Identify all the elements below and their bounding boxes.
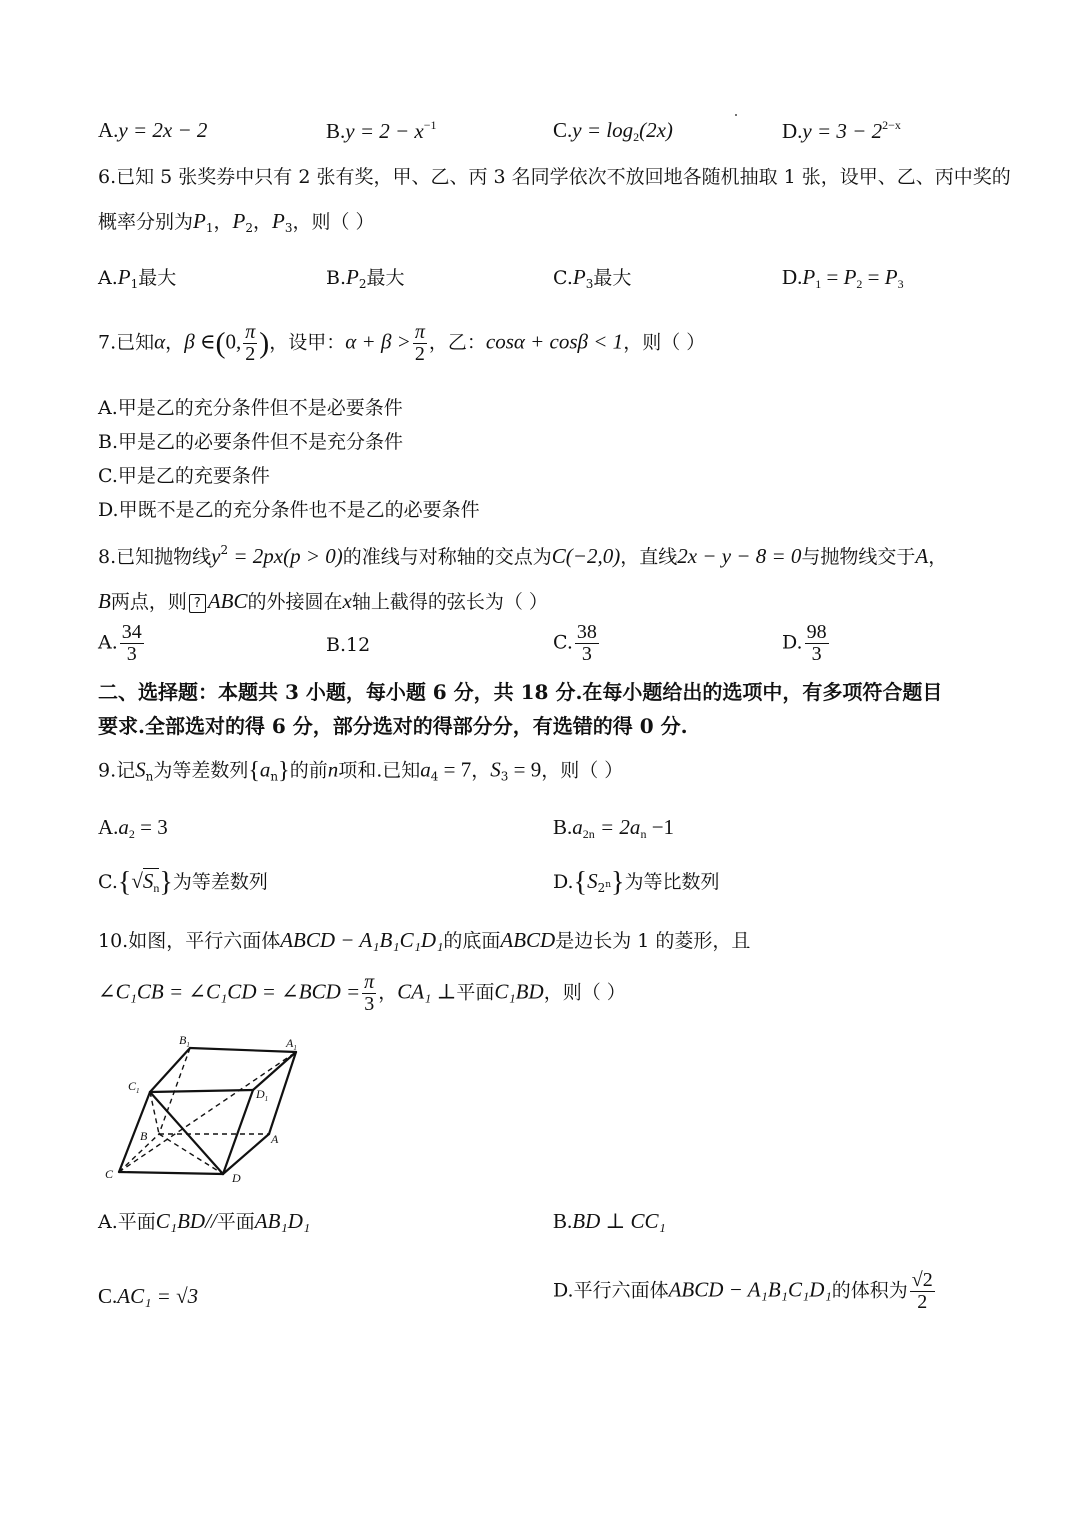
label-D: D	[232, 1171, 241, 1185]
q5-option-a: A.y = 2x − 2	[98, 118, 208, 142]
hidden-edge-BD	[159, 1134, 223, 1174]
q5-option-b: $B.y = 2 - x^{-1}$	[326, 118, 437, 143]
q7-option-b: B.甲是乙的必要条件但不是充分条件	[98, 431, 404, 453]
hidden-edge-CA1	[119, 1052, 296, 1172]
q7-option-c: C.甲是乙的充要条件	[98, 465, 270, 487]
q8-option-c: C. $\frac{38}{3}$	[553, 621, 597, 665]
q8-option-b: B.12	[326, 634, 371, 656]
q10-option-d: D.平行六面体ABCD − A₁B₁C₁D₁的体积为 $\frac{√2}{2}$	[553, 1269, 933, 1313]
q6-option-b: $B.P_2$最大	[326, 265, 405, 291]
hidden-edge-CB	[119, 1134, 159, 1172]
section2-heading-line1: 二、选择题：本题共 3 小题，每小题 6 分，共 18 分.在每小题给出的选项中，有多项符合题目	[98, 680, 943, 704]
q10-stem-line1: 10.如图，平行六面体ABCD − A₁B₁C₁D₁的底面ABCD是边长为 1 的菱形，且	[98, 928, 751, 952]
q7-stem: 7.已知α，β ∈(0, $\frac{\pi}{2}$ )，设甲：α + β > $\frac{\pi}{2}$ ，乙：cosα + cosβ < 1，则（ ）	[98, 321, 706, 365]
label-C: C	[105, 1167, 114, 1181]
edge-C1B1	[150, 1048, 190, 1092]
q6-stem-line1: 6.已知 5 张奖券中只有 2 张有奖，甲、乙、丙 3 名同学依次不放回地各随机抽取 1 张，设甲、乙、丙中奖的	[98, 166, 1011, 188]
q9-option-c: $C.\{√S_n\}$为等差数列	[98, 867, 268, 898]
q7-option-d: D.甲既不是乙的充分条件也不是乙的必要条件	[98, 499, 480, 521]
section2-heading-line2: 要求.全部选对的得 6 分，部分选对的得部分分，有选错的得 0 分.	[98, 714, 688, 738]
label-A: A	[271, 1132, 279, 1146]
q5-option-c: $C.y = \log_2(2x)$	[553, 118, 673, 144]
q10-option-a: A.平面C₁BD//平面AB₁D₁	[98, 1209, 311, 1233]
q9-option-d: $D.\{S_{2^n}\}$为等比数列	[553, 867, 720, 898]
q6-stem-line2: 概率分别为$P_1$，$P_2$，$P_3$，则（ ）	[98, 209, 375, 235]
label-D1: $D_1$	[256, 1087, 269, 1103]
q9-option-b: $B.a_{2n} = 2a_n -1$	[553, 815, 675, 841]
edge-C1D1	[150, 1090, 253, 1092]
q6-option-a: $A.P_1$最大	[98, 265, 177, 291]
parallelepiped-figure	[95, 1030, 325, 1190]
label-A1: $A_1$	[286, 1036, 297, 1052]
q10-option-b: B.BD ⊥ CC₁	[553, 1209, 666, 1233]
label-B: B	[140, 1129, 148, 1143]
edge-B1A1	[190, 1048, 296, 1052]
q7-option-a: A.甲是乙的充分条件但不是必要条件	[98, 397, 403, 419]
edge-C1D	[150, 1092, 223, 1174]
q8-option-d: D. $\frac{98}{3}$	[782, 621, 827, 665]
q8-stem-line2: B两点，则 ? ABC的外接圆在x轴上截得的弦长为（ ）	[98, 589, 548, 613]
q10-option-c: C.AC₁ = √3	[98, 1284, 199, 1308]
label-C1: $C_1$	[128, 1079, 140, 1095]
q10-stem-line2: ∠C₁CB = ∠C₁CD = ∠BCD = $\frac{\pi}{3}$ ，CA₁ ⊥平面C₁BD，则（ ）	[98, 971, 626, 1015]
q8-stem-line1: 8.已知抛物线$y^2 = 2px(p > 0)$的准线与对称轴的交点为C(−2,0)，直线2x − y − 8 = 0与抛物线交于A，	[98, 543, 948, 568]
q8-option-a: A. $\frac{34}{3}$	[98, 621, 142, 665]
q6-option-c: $C.P_3$最大	[553, 265, 632, 291]
q5-option-d: $D.y = 3 - 2^{2-x}$	[782, 118, 901, 143]
label-B1: $B_1$	[179, 1033, 190, 1049]
scan-speck	[735, 114, 737, 116]
q9-stem: 9.记$S_n$为等差数列$\{a_n\}$的前n项和.已知$a_4 = 7$，$S_3 = 9$，则（ ）	[98, 757, 624, 784]
missing-glyph-box-icon: ?	[189, 594, 206, 613]
edge-CD	[119, 1172, 223, 1174]
q6-option-d: $D.P_1 = P_2 = P_3$	[782, 265, 904, 291]
q9-option-a: $A.a_2 = 3$	[98, 815, 168, 841]
